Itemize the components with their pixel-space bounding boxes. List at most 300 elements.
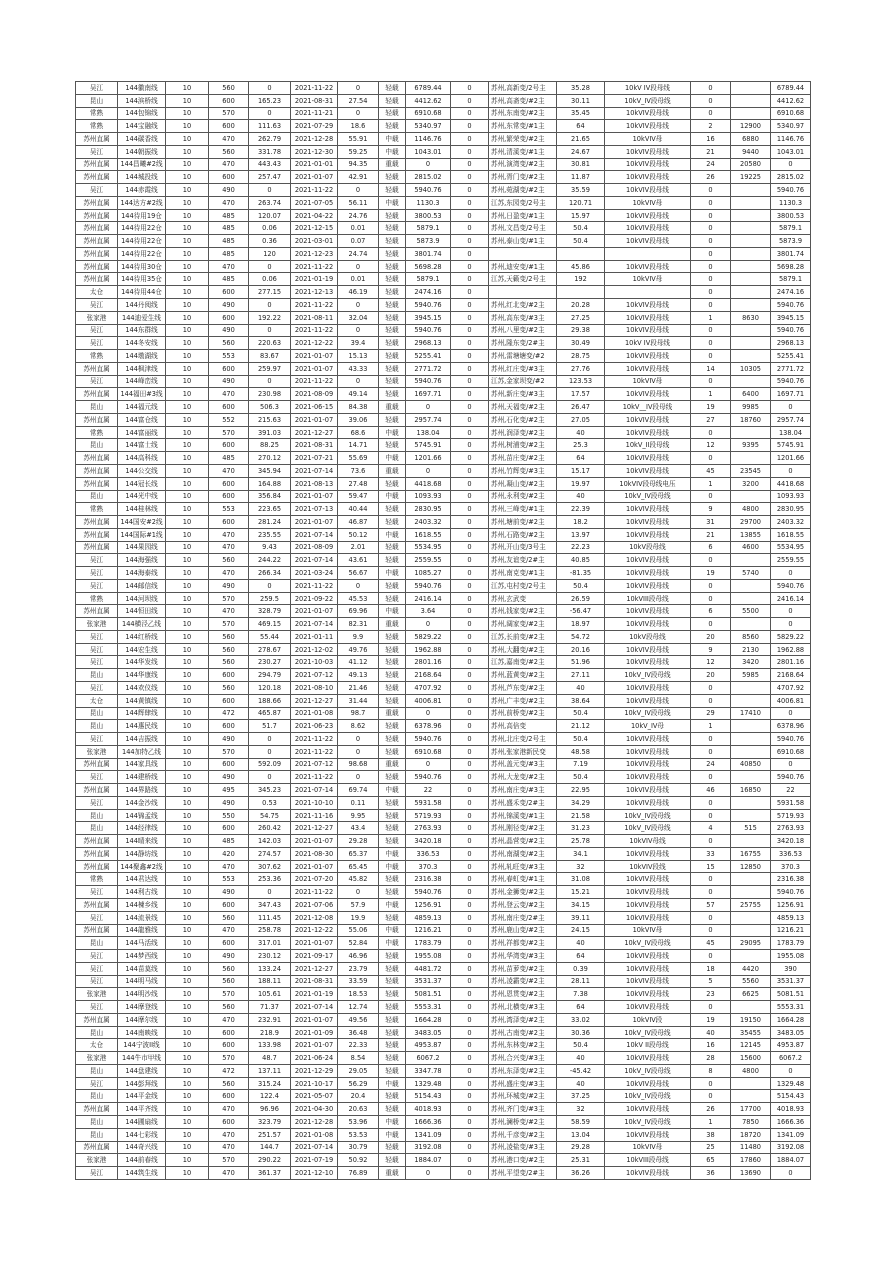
cell-bus-section: 10kVIV段	[605, 1013, 691, 1026]
cell-pending-capacity: 12850	[731, 860, 771, 873]
cell-voltage: 10	[166, 375, 209, 388]
cell-load-rate: 22.33	[338, 1039, 379, 1052]
cell-substation: 苏州,港口变/#2主	[489, 1154, 557, 1167]
cell-line-name: 144包锦线	[118, 107, 166, 120]
cell-substation: 苏州,刚径变/#2主	[489, 822, 557, 835]
cell-capacity: 485	[209, 835, 249, 848]
cell-voltage: 10	[166, 324, 209, 337]
cell-count: 0	[451, 120, 489, 133]
cell-bus-section: 10kVIV段母线	[605, 413, 691, 426]
cell-count: 0	[451, 809, 489, 822]
cell-voltage: 10	[166, 924, 209, 937]
cell-bus-section: 10kV IV段母线	[605, 337, 691, 350]
cell-bus-section: 10kVIV段母线	[605, 388, 691, 401]
cell-available-capacity: 5940.76	[406, 733, 451, 746]
cell-available-capacity: 5553.31	[406, 1001, 451, 1014]
cell-region: 苏州直属	[76, 784, 118, 797]
cell-line-name: 144横泾乙线	[118, 618, 166, 631]
cell-line-name: 144邮信线	[118, 579, 166, 592]
table-row	[76, 1001, 811, 1014]
cell-region: 吴江	[76, 184, 118, 197]
table-row	[76, 171, 811, 184]
cell-load-rate: 49.56	[338, 1013, 379, 1026]
cell-pending-capacity: 19225	[731, 171, 771, 184]
cell-bus-section: 10kVIV段母线	[605, 299, 691, 312]
cell-pending-count: 57	[691, 899, 731, 912]
cell-count: 0	[451, 847, 489, 860]
cell-date: 2021-08-11	[291, 311, 338, 324]
cell-available-capacity: 1955.08	[406, 950, 451, 963]
cell-load-status: 轻载	[379, 1001, 406, 1014]
cell-available-capacity: 0	[406, 464, 451, 477]
cell-load-status: 轻载	[379, 388, 406, 401]
cell-date: 2021-06-24	[291, 1052, 338, 1065]
cell-remaining-capacity: 5879.1	[771, 222, 811, 235]
cell-pending-count: 9	[691, 503, 731, 516]
cell-bus-section: 10kVIV段母线	[605, 681, 691, 694]
cell-region: 昆山	[76, 401, 118, 414]
cell-load-status: 轻载	[379, 886, 406, 899]
cell-main-load-rate: 22.23	[557, 541, 605, 554]
table-row	[76, 426, 811, 439]
cell-bus-section: 10kVIV段母线	[605, 771, 691, 784]
cell-pending-capacity	[731, 299, 771, 312]
table-row	[76, 579, 811, 592]
table-row	[76, 401, 811, 414]
cell-remaining-capacity: 1341.09	[771, 1128, 811, 1141]
cell-load-status: 重载	[379, 158, 406, 171]
cell-substation	[489, 286, 557, 299]
cell-capacity: 470	[209, 388, 249, 401]
cell-voltage: 10	[166, 911, 209, 924]
cell-pending-capacity	[731, 452, 771, 465]
cell-main-load-rate: 25.3	[557, 439, 605, 452]
cell-main-load-rate: 31.23	[557, 822, 605, 835]
cell-voltage: 10	[166, 605, 209, 618]
cell-available-capacity: 1962.88	[406, 643, 451, 656]
cell-line-name: 144国安#2线	[118, 516, 166, 529]
cell-remaining-capacity: 22	[771, 784, 811, 797]
cell-line-name: 144待用19仓	[118, 209, 166, 222]
cell-date: 2021-12-27	[291, 962, 338, 975]
table-row	[76, 860, 811, 873]
cell-max-current: 0	[249, 886, 291, 899]
cell-count: 0	[451, 464, 489, 477]
cell-line-name: 144圃扇线	[118, 1116, 166, 1129]
cell-available-capacity: 1618.55	[406, 528, 451, 541]
cell-voltage: 10	[166, 886, 209, 899]
cell-pending-count: 8	[691, 1064, 731, 1077]
cell-max-current: 253.36	[249, 873, 291, 886]
cell-load-status: 轻载	[379, 733, 406, 746]
cell-capacity: 600	[209, 439, 249, 452]
cell-main-load-rate: 48.58	[557, 745, 605, 758]
cell-count: 0	[451, 516, 489, 529]
cell-main-load-rate: 20.16	[557, 643, 605, 656]
cell-available-capacity: 3420.18	[406, 835, 451, 848]
cell-main-load-rate: 40	[557, 426, 605, 439]
cell-voltage: 10	[166, 311, 209, 324]
cell-date: 2021-08-10	[291, 681, 338, 694]
cell-bus-section: 10kVIV段母线	[605, 784, 691, 797]
cell-load-status: 中载	[379, 1077, 406, 1090]
cell-pending-count: 24	[691, 758, 731, 771]
cell-load-status: 轻载	[379, 771, 406, 784]
cell-count: 0	[451, 286, 489, 299]
cell-count: 0	[451, 273, 489, 286]
cell-pending-capacity: 13690	[731, 1167, 771, 1180]
cell-load-status: 中载	[379, 784, 406, 797]
cell-pending-capacity: 9395	[731, 439, 771, 452]
cell-pending-capacity	[731, 426, 771, 439]
cell-pending-capacity	[731, 260, 771, 273]
cell-available-capacity: 5931.58	[406, 796, 451, 809]
cell-remaining-capacity: 5940.76	[771, 324, 811, 337]
cell-count: 0	[451, 886, 489, 899]
cell-count: 0	[451, 145, 489, 158]
cell-substation: 苏州,红北变/#2主	[489, 299, 557, 312]
cell-capacity: 470	[209, 133, 249, 146]
table-row	[76, 439, 811, 452]
cell-line-name: 144碳香线	[118, 133, 166, 146]
cell-date: 2021-07-14	[291, 464, 338, 477]
cell-pending-count: 46	[691, 784, 731, 797]
cell-main-load-rate: 24.67	[557, 145, 605, 158]
cell-load-rate: 45.82	[338, 873, 379, 886]
cell-pending-capacity	[731, 720, 771, 733]
cell-region: 苏州直属	[76, 222, 118, 235]
cell-date: 2021-01-07	[291, 937, 338, 950]
table-row	[76, 273, 811, 286]
cell-voltage: 10	[166, 1001, 209, 1014]
cell-main-load-rate: 123.53	[557, 375, 605, 388]
cell-load-rate: 76.89	[338, 1167, 379, 1180]
cell-pending-capacity: 18760	[731, 413, 771, 426]
cell-main-load-rate: 50.4	[557, 579, 605, 592]
cell-substation: 苏州,开山变/3号主	[489, 541, 557, 554]
cell-pending-capacity: 5740	[731, 567, 771, 580]
cell-bus-section: 10kVIV段母线	[605, 975, 691, 988]
cell-remaining-capacity: 0	[771, 1167, 811, 1180]
cell-count: 0	[451, 1154, 489, 1167]
cell-max-current: 0	[249, 745, 291, 758]
cell-max-current: 218.9	[249, 1026, 291, 1039]
cell-load-rate: 50.92	[338, 1154, 379, 1167]
cell-region: 常熟	[76, 873, 118, 886]
cell-pending-count: 0	[691, 554, 731, 567]
cell-main-load-rate: 13.04	[557, 1128, 605, 1141]
cell-line-name: 144枫津线	[118, 362, 166, 375]
cell-load-rate: 59.47	[338, 490, 379, 503]
cell-max-current: 48.7	[249, 1052, 291, 1065]
cell-main-load-rate: 27.05	[557, 413, 605, 426]
cell-load-rate: 41.12	[338, 656, 379, 669]
cell-main-load-rate: 27.11	[557, 669, 605, 682]
cell-pending-count: 0	[691, 771, 731, 784]
cell-max-current: 0.53	[249, 796, 291, 809]
cell-region: 苏州直属	[76, 247, 118, 260]
cell-voltage: 10	[166, 94, 209, 107]
cell-main-load-rate: 7.38	[557, 988, 605, 1001]
cell-capacity: 470	[209, 158, 249, 171]
table-row	[76, 656, 811, 669]
cell-count: 0	[451, 554, 489, 567]
cell-substation: 苏州,环城变/#2主	[489, 1090, 557, 1103]
cell-remaining-capacity: 0	[771, 158, 811, 171]
cell-date: 2021-11-16	[291, 809, 338, 822]
cell-capacity: 490	[209, 950, 249, 963]
cell-capacity: 600	[209, 937, 249, 950]
cell-pending-count: 0	[691, 886, 731, 899]
cell-load-rate: 46.19	[338, 286, 379, 299]
cell-pending-capacity: 5500	[731, 605, 771, 618]
cell-available-capacity: 4418.68	[406, 477, 451, 490]
cell-main-load-rate: 27.25	[557, 311, 605, 324]
cell-date: 2021-06-15	[291, 401, 338, 414]
cell-available-capacity: 2968.13	[406, 337, 451, 350]
cell-date: 2021-01-07	[291, 860, 338, 873]
table-row	[76, 796, 811, 809]
cell-bus-section: 10kV IV段母线	[605, 82, 691, 95]
cell-pending-count: 0	[691, 222, 731, 235]
cell-date: 2021-01-07	[291, 350, 338, 363]
cell-pending-capacity	[731, 107, 771, 120]
cell-pending-count: 20	[691, 669, 731, 682]
cell-load-rate: 65.45	[338, 860, 379, 873]
cell-line-name: 144平齐线	[118, 1103, 166, 1116]
table-row	[76, 988, 811, 1001]
cell-pending-capacity	[731, 1090, 771, 1103]
cell-max-current: 266.34	[249, 567, 291, 580]
cell-date: 2021-01-07	[291, 1039, 338, 1052]
cell-count: 0	[451, 350, 489, 363]
cell-load-status: 中载	[379, 567, 406, 580]
cell-count: 0	[451, 669, 489, 682]
cell-pending-count: 0	[691, 950, 731, 963]
cell-capacity: 470	[209, 464, 249, 477]
cell-max-current: 0	[249, 771, 291, 784]
cell-load-rate: 8.62	[338, 720, 379, 733]
cell-load-status: 中载	[379, 528, 406, 541]
cell-count: 0	[451, 388, 489, 401]
cell-max-current: 88.25	[249, 439, 291, 452]
cell-pending-count: 25	[691, 1141, 731, 1154]
cell-date: 2021-11-22	[291, 745, 338, 758]
cell-pending-capacity	[731, 873, 771, 886]
cell-capacity: 470	[209, 1103, 249, 1116]
cell-available-capacity: 5081.51	[406, 988, 451, 1001]
cell-bus-section: 10kV_IV段母线	[605, 1026, 691, 1039]
cell-region: 张家港	[76, 988, 118, 1001]
cell-pending-count: 29	[691, 707, 731, 720]
cell-max-current: 469.15	[249, 618, 291, 631]
cell-count: 0	[451, 681, 489, 694]
cell-voltage: 10	[166, 528, 209, 541]
cell-main-load-rate: 40	[557, 1052, 605, 1065]
cell-voltage: 10	[166, 1077, 209, 1090]
cell-pending-capacity	[731, 950, 771, 963]
cell-count: 0	[451, 1167, 489, 1180]
cell-pending-count: 21	[691, 528, 731, 541]
cell-load-rate: 19.9	[338, 911, 379, 924]
cell-line-name: 144晴来线	[118, 835, 166, 848]
table-row	[76, 605, 811, 618]
cell-load-rate: 98.68	[338, 758, 379, 771]
cell-line-name: 144迪爱生线	[118, 311, 166, 324]
cell-available-capacity: 4412.62	[406, 94, 451, 107]
cell-available-capacity: 1884.07	[406, 1154, 451, 1167]
cell-line-name: 144国际#1线	[118, 528, 166, 541]
cell-available-capacity: 2801.16	[406, 656, 451, 669]
cell-remaining-capacity: 5534.95	[771, 541, 811, 554]
cell-line-name: 144海强线	[118, 554, 166, 567]
cell-available-capacity: 5255.41	[406, 350, 451, 363]
cell-pending-count: 0	[691, 911, 731, 924]
cell-region: 苏州直属	[76, 171, 118, 184]
cell-max-current: 83.67	[249, 350, 291, 363]
cell-pending-count: 23	[691, 988, 731, 1001]
cell-main-load-rate: 35.28	[557, 82, 605, 95]
cell-main-load-rate: 31.08	[557, 873, 605, 886]
cell-load-rate: 49.14	[338, 388, 379, 401]
cell-capacity: 570	[209, 745, 249, 758]
cell-substation: 苏州,大翻变/#2主	[489, 643, 557, 656]
cell-substation: 苏州,钱家变/#2主	[489, 605, 557, 618]
cell-load-rate: 42.91	[338, 171, 379, 184]
cell-bus-section: 10kVIV段母线	[605, 733, 691, 746]
cell-voltage: 10	[166, 1026, 209, 1039]
cell-load-rate: 0	[338, 82, 379, 95]
cell-region: 张家港	[76, 1154, 118, 1167]
cell-remaining-capacity: 5255.41	[771, 350, 811, 363]
cell-load-status: 中载	[379, 452, 406, 465]
cell-bus-section: 10kVIV段母线	[605, 516, 691, 529]
cell-substation: 苏州,凝山变/#2主	[489, 477, 557, 490]
cell-substation: 苏州,红庄变/#3主	[489, 362, 557, 375]
cell-pending-count: 14	[691, 362, 731, 375]
cell-date: 2021-01-07	[291, 362, 338, 375]
cell-line-name: 144辉肆线	[118, 707, 166, 720]
cell-substation: 苏州,齐门变/#3主	[489, 1103, 557, 1116]
cell-available-capacity: 1666.36	[406, 1116, 451, 1129]
cell-available-capacity: 5698.28	[406, 260, 451, 273]
cell-load-rate: 0.01	[338, 273, 379, 286]
cell-main-load-rate: -56.47	[557, 605, 605, 618]
cell-bus-section: 10kV段母线	[605, 630, 691, 643]
table-row	[76, 784, 811, 797]
cell-region: 太仓	[76, 694, 118, 707]
cell-pending-capacity: 7850	[731, 1116, 771, 1129]
cell-main-load-rate: 21.58	[557, 809, 605, 822]
cell-capacity: 472	[209, 707, 249, 720]
table-row	[76, 464, 811, 477]
cell-bus-section: 10kVIII段母线	[605, 592, 691, 605]
cell-voltage: 10	[166, 133, 209, 146]
cell-date: 2021-05-07	[291, 1090, 338, 1103]
cell-pending-capacity: 17410	[731, 707, 771, 720]
cell-remaining-capacity: 6789.44	[771, 82, 811, 95]
cell-capacity: 490	[209, 299, 249, 312]
cell-pending-count: 45	[691, 937, 731, 950]
cell-region: 昆山	[76, 720, 118, 733]
cell-line-name: 144君达线	[118, 873, 166, 886]
cell-pending-count: 19	[691, 1013, 731, 1026]
cell-region: 吴江	[76, 554, 118, 567]
cell-max-current: 235.55	[249, 528, 291, 541]
cell-main-load-rate: 50.4	[557, 222, 605, 235]
cell-substation: 苏州,润泽变/#2主	[489, 426, 557, 439]
cell-region: 张家港	[76, 1052, 118, 1065]
cell-load-status: 轻载	[379, 260, 406, 273]
cell-load-rate: 21.46	[338, 681, 379, 694]
cell-pending-count: 16	[691, 133, 731, 146]
cell-max-current: 317.01	[249, 937, 291, 950]
cell-voltage: 10	[166, 618, 209, 631]
cell-pending-count: 0	[691, 745, 731, 758]
cell-date: 2021-08-09	[291, 541, 338, 554]
cell-max-current: 0	[249, 82, 291, 95]
cell-pending-count: 0	[691, 733, 731, 746]
cell-max-current: 223.65	[249, 503, 291, 516]
cell-load-status: 重载	[379, 464, 406, 477]
cell-capacity: 560	[209, 630, 249, 643]
cell-count: 0	[451, 1103, 489, 1116]
cell-voltage: 10	[166, 643, 209, 656]
cell-pending-count: 6	[691, 541, 731, 554]
cell-pending-capacity	[731, 286, 771, 299]
cell-date: 2021-07-21	[291, 452, 338, 465]
cell-region: 常熟	[76, 107, 118, 120]
cell-pending-count: 27	[691, 413, 731, 426]
cell-voltage: 10	[166, 350, 209, 363]
cell-voltage: 10	[166, 247, 209, 260]
cell-load-status: 中载	[379, 133, 406, 146]
cell-max-current: 278.67	[249, 643, 291, 656]
cell-remaining-capacity: 2403.32	[771, 516, 811, 529]
cell-date: 2021-06-23	[291, 720, 338, 733]
cell-region: 苏州直属	[76, 260, 118, 273]
cell-main-load-rate: 40	[557, 1077, 605, 1090]
cell-count: 0	[451, 860, 489, 873]
cell-region: 常熟	[76, 120, 118, 133]
cell-pending-count: 0	[691, 196, 731, 209]
cell-remaining-capacity: 4859.13	[771, 911, 811, 924]
cell-load-rate: 43.33	[338, 362, 379, 375]
cell-remaining-capacity: 3801.74	[771, 247, 811, 260]
cell-line-name: 144峰峦线	[118, 375, 166, 388]
cell-max-current: 215.63	[249, 413, 291, 426]
cell-max-current: 307.62	[249, 860, 291, 873]
cell-pending-capacity: 16755	[731, 847, 771, 860]
cell-available-capacity: 2559.55	[406, 554, 451, 567]
table-row	[76, 286, 811, 299]
cell-max-current: 230.12	[249, 950, 291, 963]
cell-pending-capacity	[731, 911, 771, 924]
cell-substation: 苏州,胥门变/#2主	[489, 171, 557, 184]
table-row	[76, 937, 811, 950]
cell-available-capacity: 6910.68	[406, 107, 451, 120]
cell-region: 吴江	[76, 950, 118, 963]
cell-capacity: 485	[209, 209, 249, 222]
table-row	[76, 490, 811, 503]
cell-available-capacity: 4707.92	[406, 681, 451, 694]
cell-pending-capacity	[731, 924, 771, 937]
cell-voltage: 10	[166, 809, 209, 822]
cell-max-current: 592.09	[249, 758, 291, 771]
cell-date: 2021-01-08	[291, 1128, 338, 1141]
cell-substation: 苏州,三峰变/#1主	[489, 503, 557, 516]
cell-load-rate: 0.07	[338, 235, 379, 248]
